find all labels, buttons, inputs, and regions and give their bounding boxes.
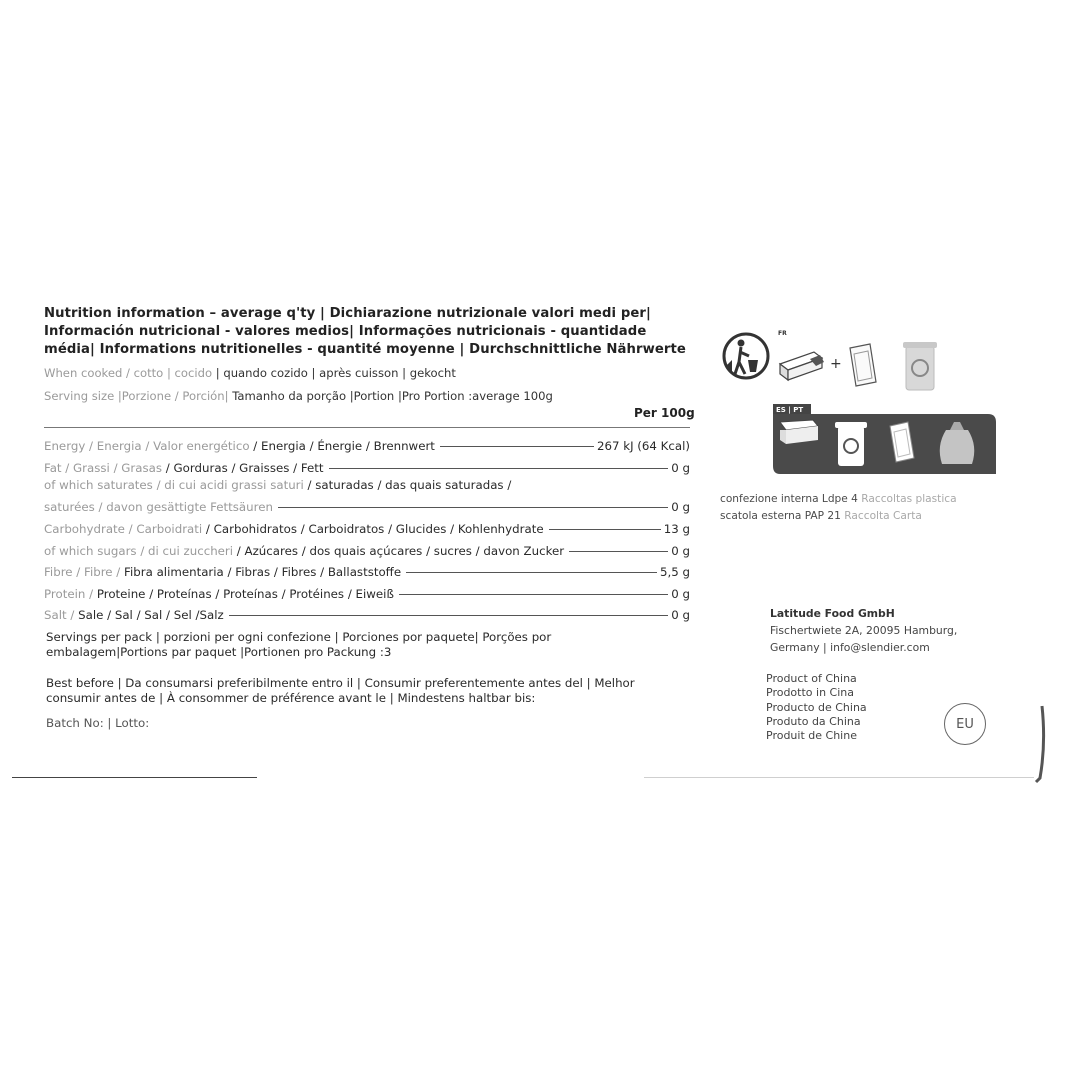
servings-line-1: Servings per pack | porzioni per ogni confezione | Porciones por paquete| Porções por xyxy=(46,630,552,644)
nutrient-label: Fibra alimentaria / Fibras / Fibres / Ballaststoffe xyxy=(120,565,402,579)
batch-number: Batch No: | Lotto: xyxy=(46,716,150,730)
nutrient-label: Proteine / Proteínas / Proteínas / Protéines / Eiweiß xyxy=(93,587,394,601)
bottom-edge-line-left xyxy=(12,777,257,778)
recycling-note-inner xyxy=(720,493,957,505)
nutrient-value: 13 g xyxy=(663,522,690,536)
serving-size-line xyxy=(44,389,553,403)
title-line-1: Nutrition information – average q'ty | Dichiarazione nutrizionale valori medi per| xyxy=(44,306,651,321)
company-country-email: Germany | info@slendier.com xyxy=(770,641,930,654)
serving-size-faint: Serving size |Porzione / Porción| xyxy=(44,389,229,403)
nutrient-label-faint: Salt / xyxy=(44,608,75,622)
company-address: Fischertwiete 2A, 20095 Hamburg, xyxy=(770,624,958,637)
title-line-2: Información nutricional - valores medios| Informações nutricionais - quantidade xyxy=(44,324,647,339)
best-before-line-1: Best before | Da consumarsi preferibilmente entro il | Consumir preferentemente antes del | Melhor xyxy=(46,676,635,690)
recycling-note-outer-main: scatola esterna PAP 21 xyxy=(720,510,845,522)
leader-line xyxy=(406,572,657,573)
nutrient-label: / Azúcares / dos quais açúcares / sucres / davon Zucker xyxy=(233,544,565,558)
fr-tag: FR xyxy=(778,330,787,337)
best-before xyxy=(46,676,646,706)
box-icon xyxy=(780,352,824,380)
origin-line-en: Product of China xyxy=(766,672,857,685)
package-edge-curve xyxy=(1028,704,1052,784)
servings-per-pack xyxy=(46,630,646,660)
nutrient-row-carbohydrate xyxy=(44,520,690,538)
nutrient-value: 0 g xyxy=(671,608,690,622)
nutrient-label-faint: saturées / davon gesättigte Fettsäuren xyxy=(44,500,273,514)
origin-line-pt: Produto da China xyxy=(766,714,861,728)
recycling-note-inner-main: confezione interna Ldpe 4 xyxy=(720,493,862,505)
when-cooked-faint: When cooked / cotto | cocido xyxy=(44,366,213,380)
recycle-bin-icon xyxy=(903,342,937,390)
nutrient-label: Sale / Sal / Sal / Sel /Salz xyxy=(74,608,224,622)
nutrient-label: / Energia / Énergie / Brennwert xyxy=(249,439,435,453)
leader-line xyxy=(329,468,669,469)
nutrient-row-fat xyxy=(44,459,690,477)
per-100g-header: Per 100g xyxy=(634,406,695,420)
company-info xyxy=(770,605,957,656)
nutrient-value: 0 g xyxy=(671,587,690,601)
nutrient-value: 0 g xyxy=(671,500,690,514)
recycling-icons xyxy=(718,326,1008,486)
nutrient-value: 5,5 g xyxy=(660,565,690,579)
leader-line xyxy=(440,446,594,447)
leader-line xyxy=(549,529,661,530)
eu-badge: EU xyxy=(944,703,986,745)
nutrient-row-fibre xyxy=(44,563,690,581)
es-pt-tag xyxy=(773,404,811,415)
nutrient-row-saturates-2 xyxy=(44,498,690,516)
nutrient-label: / saturadas / das quais saturadas / xyxy=(303,478,512,492)
title-line-3: média| Informations nutritionelles - quantité moyenne | Durchschnittliche Nährwerte xyxy=(44,342,686,357)
product-origin xyxy=(766,672,867,743)
table-header-rule xyxy=(44,427,690,428)
origin-line-es: Producto de China xyxy=(766,700,867,714)
nutrient-label-faint: Fibre / Fibre / xyxy=(44,565,121,579)
nutrient-label: / Carbohidratos / Carboidratos / Glucides / Kohlenhydrate xyxy=(202,522,544,536)
when-cooked-line xyxy=(44,366,456,380)
nutrient-row-salt xyxy=(44,606,690,624)
nutrient-label-faint: Carbohydrate / Carboidrati xyxy=(44,522,203,536)
best-before-line-2: consumir antes de | À consommer de préférence avant le | Mindestens haltbar bis: xyxy=(46,691,536,705)
es-pt-label: ES | PT xyxy=(776,406,804,414)
recycling-note-outer-faint: Raccolta Carta xyxy=(844,510,922,522)
leader-line xyxy=(399,594,668,595)
nutrient-value: 0 g xyxy=(671,461,690,475)
leader-line xyxy=(278,507,668,508)
bottom-edge-line-right xyxy=(644,777,1034,778)
company-name: Latitude Food GmbH xyxy=(770,607,895,620)
leader-line xyxy=(229,615,669,616)
panel-paper-bin-icon xyxy=(835,422,867,466)
nutrient-value: 0 g xyxy=(671,544,690,558)
nutrient-row-energy xyxy=(44,437,690,455)
nutrient-label-faint: of which saturates / di cui acidi grassi saturi xyxy=(44,478,304,492)
nutrient-label-faint: Energy / Energia / Valor energético xyxy=(44,439,250,453)
recycling-note-outer xyxy=(720,510,922,522)
nutrient-row-sugars xyxy=(44,542,690,560)
nutrient-row-protein xyxy=(44,585,690,603)
leader-line xyxy=(569,551,668,552)
recycling-note-inner-faint: Raccoltas plastica xyxy=(861,493,957,505)
nutrient-value: 267 kJ (64 Kcal) xyxy=(596,439,690,453)
sorting-panel xyxy=(773,414,996,474)
pouch-icon xyxy=(850,344,876,386)
nutrient-label-faint: Protein / xyxy=(44,587,94,601)
nutrient-label-faint: Fat / Grassi / Grasas xyxy=(44,461,163,475)
serving-size-rest: Tamanho da porção |Portion |Pro Portion :average 100g xyxy=(228,389,553,403)
origin-line-it: Prodotto in Cina xyxy=(766,686,854,700)
nutrition-title xyxy=(44,305,704,359)
nutrient-label: / Gorduras / Graisses / Fett xyxy=(162,461,324,475)
nutrient-label-faint: of which sugars / di cui zuccheri xyxy=(44,544,234,558)
origin-line-fr: Produit de Chine xyxy=(766,729,857,743)
triman-icon xyxy=(724,334,768,378)
servings-line-2: embalagem|Portions par paquet |Portionen pro Packung :3 xyxy=(46,645,392,659)
when-cooked-rest: | quando cozido | après cuisson | gekocht xyxy=(212,366,456,380)
plus-icon: + xyxy=(830,356,842,372)
nutrient-row-saturates-1 xyxy=(44,478,511,492)
